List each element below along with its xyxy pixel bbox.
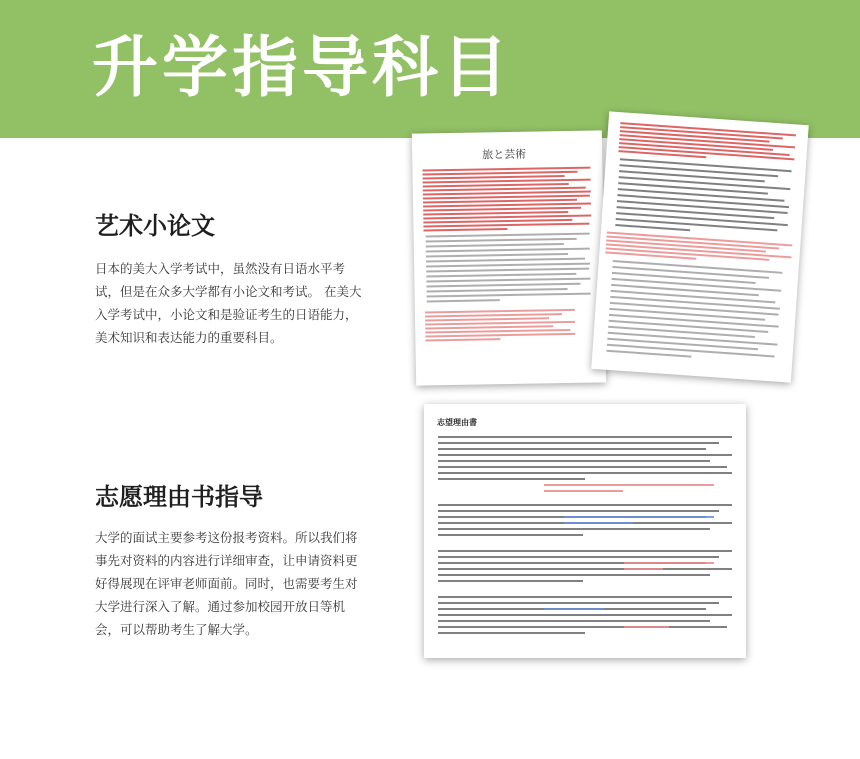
text-line bbox=[438, 614, 732, 616]
text-line bbox=[426, 238, 577, 243]
text-line bbox=[426, 258, 585, 263]
text-line bbox=[426, 273, 576, 278]
text-line bbox=[438, 442, 719, 444]
text-line bbox=[438, 602, 719, 604]
section-body-art-essay: 日本的美大入学考试中，虽然没有日语水平考试，但是在众多大学都有小论文和考试。 在美大入学考试中，小论文和是验证考生的日语能力，美术知识和表达能力的重要科目。 bbox=[95, 261, 362, 345]
text-line bbox=[606, 350, 691, 358]
section-heading-art-essay: 艺术小论文 bbox=[95, 212, 215, 240]
text-line bbox=[426, 233, 590, 238]
essay-document-image bbox=[412, 130, 606, 385]
text-line bbox=[426, 248, 590, 253]
text-line bbox=[544, 490, 623, 492]
text-line bbox=[438, 620, 710, 622]
text-line bbox=[438, 632, 585, 634]
text-line bbox=[427, 299, 500, 302]
header-banner bbox=[0, 0, 860, 138]
text-line bbox=[624, 568, 663, 570]
text-line bbox=[615, 224, 690, 231]
text-line bbox=[564, 522, 633, 524]
text-line bbox=[438, 436, 732, 438]
text-line bbox=[438, 472, 732, 474]
section-body-statement: 大学的面试主要参考这份报考资料。所以我们将事先对资料的内容进行详细审查，让申请资料更好得展现在评审老师面前。同时，也需要考生对大学进行深入了解。通过参加校园开放日等机会，可以帮助考生了解大学。 bbox=[95, 530, 358, 637]
text-line bbox=[423, 223, 589, 228]
text-line bbox=[438, 478, 585, 480]
text-line bbox=[426, 283, 580, 288]
text-line bbox=[564, 516, 714, 518]
text-line bbox=[425, 338, 500, 341]
text-line bbox=[438, 568, 732, 570]
text-line bbox=[423, 228, 507, 231]
text-line bbox=[438, 574, 710, 576]
text-line bbox=[544, 484, 714, 486]
text-line bbox=[438, 580, 583, 582]
text-line bbox=[426, 268, 589, 273]
text-line bbox=[438, 550, 732, 552]
text-line bbox=[624, 626, 669, 628]
text-line bbox=[438, 448, 706, 450]
statement-document-image bbox=[424, 404, 746, 658]
text-line bbox=[426, 253, 568, 257]
text-line bbox=[544, 608, 604, 610]
text-line bbox=[426, 278, 590, 283]
text-line bbox=[438, 556, 719, 558]
text-line bbox=[438, 466, 727, 468]
text-line bbox=[438, 460, 710, 462]
essay-document-title: 旅と芸術 bbox=[482, 147, 527, 162]
page-title: 升学指导科目 bbox=[92, 29, 512, 106]
text-line bbox=[438, 534, 583, 536]
text-line bbox=[426, 243, 564, 247]
statement-document-heading: 志望理由書 bbox=[437, 418, 477, 427]
text-line bbox=[438, 528, 710, 530]
text-line bbox=[438, 504, 732, 506]
text-line bbox=[438, 596, 732, 598]
text-line bbox=[616, 218, 778, 231]
text-line bbox=[438, 510, 719, 512]
text-line bbox=[624, 562, 714, 564]
section-heading-statement: 志愿理由书指导 bbox=[95, 483, 263, 511]
corrected-essay-document-image bbox=[591, 111, 809, 382]
text-line bbox=[425, 333, 575, 338]
text-line bbox=[438, 454, 732, 456]
text-line bbox=[427, 288, 568, 292]
text-line bbox=[438, 626, 727, 628]
text-line bbox=[427, 293, 591, 298]
text-line bbox=[426, 263, 590, 268]
